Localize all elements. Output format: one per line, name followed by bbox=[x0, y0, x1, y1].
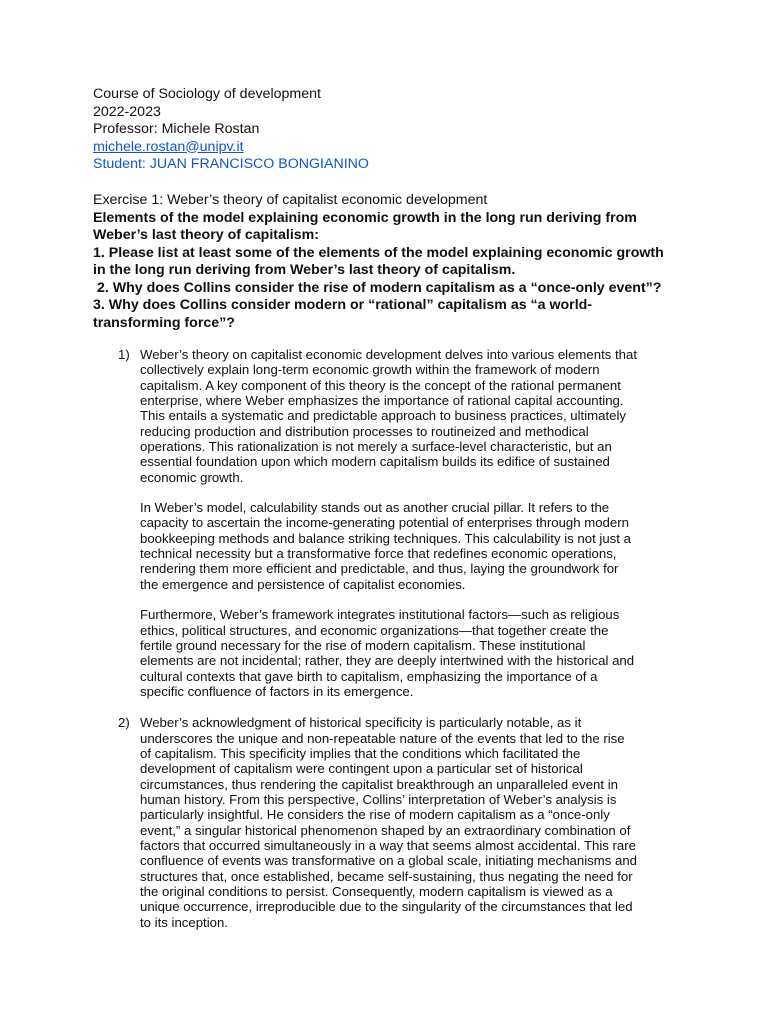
paragraph-line: Weber’s theory on capitalist economic development delves into various elements that bbox=[140, 347, 637, 362]
answer-item bbox=[118, 347, 688, 699]
question-line: transforming force”? bbox=[93, 314, 235, 331]
paragraph-line: development of capitalism were contingent upon a particular set of historical bbox=[140, 761, 583, 777]
paragraph-line: of capitalism. This specificity implies that the conditions which facilitated the bbox=[140, 745, 581, 761]
paragraph-line: Furthermore, Weber’s framework integrates institutional factors—such as religious bbox=[140, 607, 620, 623]
document-header bbox=[93, 86, 693, 174]
paragraph-line: particularly insightful. He considers the rise of modern capitalism as a “once-only bbox=[140, 807, 610, 823]
paragraph-line: rendering them more efficient and predictable, and thus, laying the groundwork for bbox=[140, 561, 619, 577]
question-line: 1. Please list at least some of the elements of the model explaining economic growth bbox=[93, 244, 664, 261]
paragraph-line: This entails a systematic and predictable approach to business practices, ultimately bbox=[140, 408, 626, 424]
paragraph-line: to its inception. bbox=[140, 914, 228, 930]
exercise-section bbox=[93, 192, 693, 332]
paragraph-line: specific confluence of factors in its emergence. bbox=[140, 683, 414, 699]
question-line: 2. Why does Collins consider the rise of modern capitalism as a “once-only event”? bbox=[93, 279, 662, 296]
paragraph-line: structures that, once established, became self-sustaining, thus negating the need for bbox=[140, 868, 633, 884]
paragraph-line: reducing production and distribution processes to routineized and methodical bbox=[140, 423, 589, 439]
exercise-title: Exercise 1: Weber’s theory of capitalist economic development bbox=[93, 192, 488, 208]
paragraph-line: factors that occurred simultaneously in a way that seems almost accidental. This rare bbox=[140, 837, 636, 853]
professor-name: Professor: Michele Rostan bbox=[93, 121, 260, 137]
paragraph-line: bookkeeping methods and balance striking techniques. This calculability is not just a bbox=[140, 530, 631, 546]
paragraph-line: capitalism. A key component of this theory is the concept of the rational permanent bbox=[140, 377, 621, 393]
answer-number: 1) bbox=[118, 347, 130, 362]
paragraph-line: collectively explain long-term economic growth within the framework of modern bbox=[140, 362, 600, 378]
academic-year: 2022-2023 bbox=[93, 103, 161, 120]
exercise-heading-line: Elements of the model explaining economic growth in the long run deriving from bbox=[93, 209, 637, 226]
paragraph-line: circumstances, thus rendering the capitalist breakthrough an unparalleled event in bbox=[140, 776, 618, 792]
paragraph-line: the emergence and persistence of capitalist economies. bbox=[140, 576, 466, 592]
paragraph-line: Weber’s acknowledgment of historical specificity is particularly notable, as it bbox=[140, 715, 582, 731]
answer-paragraph bbox=[140, 347, 680, 485]
paragraph-line: elements are not incidental; rather, they are deeply intertwined with the historical and bbox=[140, 653, 635, 669]
professor-email-link[interactable]: michele.rostan@unipv.it bbox=[93, 138, 244, 155]
paragraph-line: capacity to ascertain the income-generating potential of enterprises through modern bbox=[140, 515, 629, 531]
paragraph-line: economic growth. bbox=[140, 469, 244, 485]
answers-list bbox=[118, 347, 688, 930]
paragraph-line: technical necessity but a transformative force that redefines economic operations, bbox=[140, 546, 617, 562]
paragraph-line: ethics, political structures, and economic organizations—that together create the bbox=[140, 622, 609, 638]
student-name: Student: JUAN FRANCISCO BONGIANINO bbox=[93, 156, 369, 172]
paragraph-line: underscores the unique and non-repeatable nature of the events that led to the rise bbox=[140, 730, 625, 746]
question-line: in the long run deriving from Weber’s last theory of capitalism. bbox=[93, 262, 516, 278]
paragraph-line: enterprise, where Weber emphasizes the importance of rational capital accounting. bbox=[140, 393, 624, 409]
question-line: 3. Why does Collins consider modern or “rational” capitalism as “a world- bbox=[93, 297, 593, 313]
paragraph-line: human history. From this perspective, Collins’ interpretation of Weber’s analysis is bbox=[140, 791, 617, 807]
paragraph-line: the original conditions to persist. Consequently, modern capitalism is viewed as a bbox=[140, 884, 613, 899]
paragraph-line: confluence of events was transformative on a global scale, initiating mechanisms and bbox=[140, 853, 637, 869]
exercise-heading-line: Weber’s last theory of capitalism: bbox=[93, 227, 320, 243]
answer-paragraph bbox=[140, 500, 680, 592]
answer-paragraph bbox=[140, 607, 680, 699]
paragraph-line: cultural contexts that gave birth to capitalism, emphasizing the importance of a bbox=[140, 668, 598, 684]
answer-paragraph bbox=[140, 715, 680, 930]
answer-item bbox=[118, 715, 688, 930]
paragraph-line: event,” a singular historical phenomenon shaped by an extraordinary combination of bbox=[140, 822, 631, 838]
paragraph-line: In Weber’s model, calculability stands out as another crucial pillar. It refers to the bbox=[140, 500, 610, 516]
paragraph-line: essential foundation upon which modern capitalism builds its edifice of sustained bbox=[140, 454, 610, 470]
paragraph-line: unique occurrence, irreproducible due to the singularity of the circumstances that led bbox=[140, 899, 633, 915]
answer-number: 2) bbox=[118, 715, 130, 731]
course-title: Course of Sociology of development bbox=[93, 86, 321, 102]
paragraph-line: fertile ground necessary for the rise of modern capitalism. These institutional bbox=[140, 637, 586, 653]
paragraph-line: operations. This rationalization is not merely a surface-level characteristic, but an bbox=[140, 439, 612, 455]
